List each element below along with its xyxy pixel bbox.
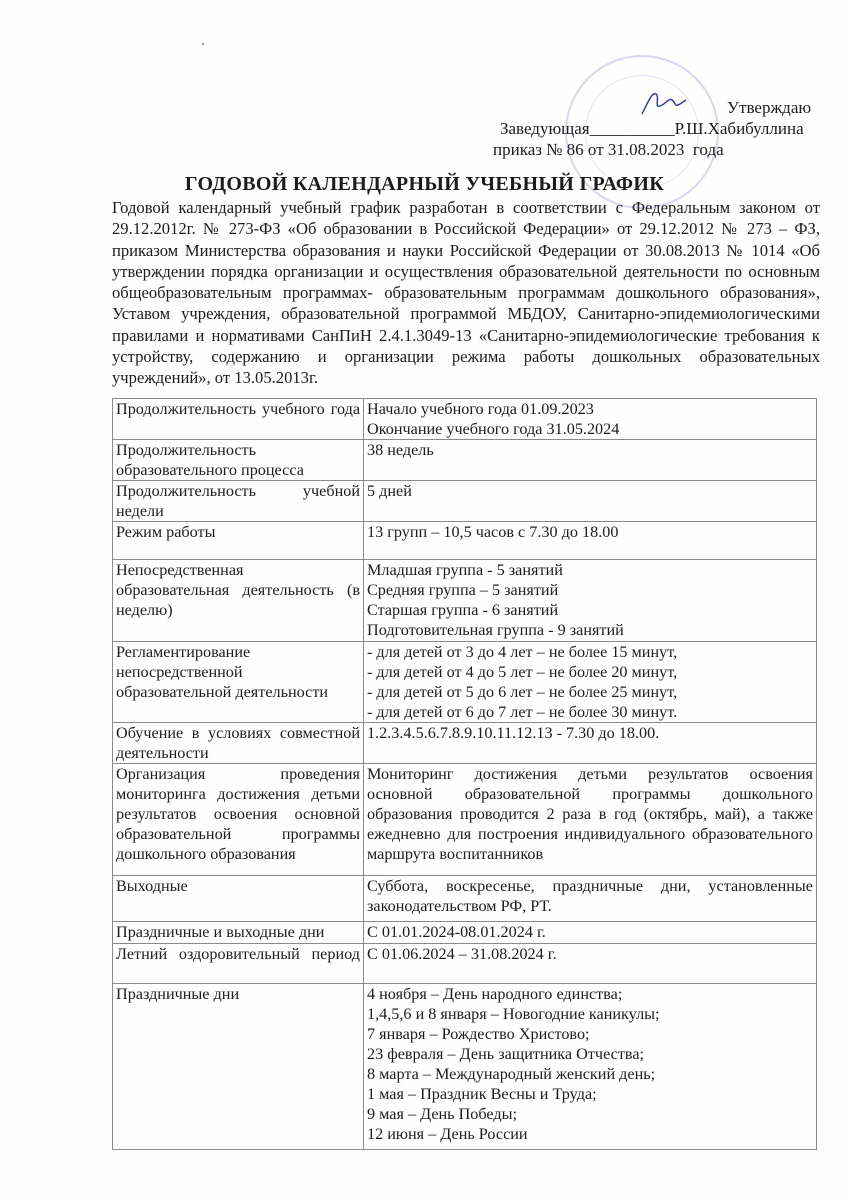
value-line: С 01.01.2024-08.01.2024 г. xyxy=(367,923,546,941)
value-line: Суббота, воскресенье, праздничные дни, установленные законодательством РФ, РТ. xyxy=(367,877,813,915)
value-line: Окончание учебного года 31.05.2024 xyxy=(367,420,620,438)
value-line: 1,4,5,6 и 8 января – Новогодние каникулы; xyxy=(367,1005,660,1023)
row-value xyxy=(364,560,817,642)
table-row xyxy=(113,481,817,522)
row-label: Продолжительность учебной недели xyxy=(113,481,364,522)
value-line: Подготовительная группа - 9 занятий xyxy=(367,621,624,639)
value-line: Мониторинг достижения детьми результатов освоения основной образовательной программы дошкольного образования проводится 2 раза в год (октябрь, май), а также ежедневно для построения индивидуального образовательного маршрута воспитанников xyxy=(367,765,813,863)
row-value xyxy=(364,642,817,723)
approve-label: Утверждаю xyxy=(727,98,812,117)
row-label: Организация проведения мониторинга достижения детьми результатов освоения основной образовательной программы дошкольного образования xyxy=(113,764,364,876)
value-line: 9 мая – День Победы; xyxy=(367,1105,517,1123)
table-row xyxy=(113,522,817,560)
row-label: Обучение в условиях совместной деятельности xyxy=(113,723,364,764)
table-row xyxy=(113,944,817,984)
row-value xyxy=(364,764,817,876)
value-line: 1.2.3.4.5.6.7.8.9.10.11.12.13 - 7.30 до 18.00. xyxy=(367,724,660,742)
document-title: ГОДОВОЙ КАЛЕНДАРНЫЙ УЧЕБНЫЙ ГРАФИК xyxy=(184,173,665,195)
row-value xyxy=(364,522,817,560)
table-row xyxy=(113,876,817,922)
signature-icon xyxy=(638,88,688,116)
value-line: - для детей от 3 до 4 лет – не более 15 минут, xyxy=(367,643,678,661)
row-value xyxy=(364,399,817,440)
table-row xyxy=(113,440,817,481)
row-value xyxy=(364,984,817,1150)
row-value xyxy=(364,876,817,922)
row-label: Продолжительность образовательного процесса xyxy=(113,440,364,481)
row-label: Продолжительность учебного года xyxy=(113,399,364,440)
value-line: С 01.06.2024 – 31.08.2024 г. xyxy=(367,945,557,963)
value-line: - для детей от 5 до 6 лет – не более 25 минут, xyxy=(367,683,678,701)
row-value xyxy=(364,481,817,522)
value-line: - для детей от 4 до 5 лет – не более 20 минут, xyxy=(367,663,678,681)
value-line: 23 февраля – День защитника Отчества; xyxy=(367,1045,645,1063)
value-line: 8 марта – Международный женский день; xyxy=(367,1065,656,1083)
row-label: Выходные xyxy=(113,876,364,922)
scan-speck xyxy=(202,43,204,45)
row-value xyxy=(364,922,817,944)
value-line: 7 января – Рождество Христово; xyxy=(367,1025,590,1043)
schedule-table xyxy=(112,398,817,1150)
row-label: Непосредственная образовательная деятельность (в неделю) xyxy=(113,560,364,642)
value-line: Средняя группа – 5 занятий xyxy=(367,581,559,599)
table-row xyxy=(113,764,817,876)
table-row xyxy=(113,399,817,440)
value-line: 13 групп – 10,5 часов с 7.30 до 18.00 xyxy=(367,523,619,541)
value-line: 4 ноября – День народного единства; xyxy=(367,985,623,1003)
row-label: Регламентирование непосредственной образовательной деятельности xyxy=(113,642,364,723)
value-line: - для детей от 6 до 7 лет – не более 30 минут. xyxy=(367,703,678,721)
head-signature-line: Заведующая__________Р.Ш.Хабибуллина xyxy=(500,119,804,138)
order-reference: приказ № 86 от 31.08.2023 года xyxy=(493,140,724,159)
value-line: 5 дней xyxy=(367,482,412,500)
value-line: Старшая группа - 6 занятий xyxy=(367,601,559,619)
table-row xyxy=(113,922,817,944)
table-row xyxy=(113,984,817,1150)
row-label: Праздничные дни xyxy=(113,984,364,1150)
row-value xyxy=(364,723,817,764)
table-row xyxy=(113,723,817,764)
value-line: 38 недель xyxy=(367,441,434,459)
intro-paragraph: Годовой календарный учебный график разработан в соответствии с Федеральным законом от 29.12.2012г. № 273-ФЗ «Об образовании в Российской Федерации» от 29.12.2012 № 273 – ФЗ, приказом Министерства образования и науки Российской Федерации от 30.08.2013 № 1014 «Об утверждении порядка организации и осуществления образовательной деятельности по основным общеобразовательным программах- образовательным программам дошкольного образования», Уставом учреждения, образовательной программой МБДОУ, Санитарно-эпидемиологическими правилами и нормативами СанПиН 2.4.1.3049-13 «Санитарно-эпидемиологические требования к устройству, содержанию и организации режима работы дошкольных образовательных учреждений», от 13.05.2013г. xyxy=(112,198,820,388)
row-value xyxy=(364,440,817,481)
row-label: Режим работы xyxy=(113,522,364,560)
value-line: Начало учебного года 01.09.2023 xyxy=(367,400,594,418)
row-label: Летний оздоровительный период xyxy=(113,944,364,984)
table-row xyxy=(113,642,817,723)
row-value xyxy=(364,944,817,984)
value-line: Младшая группа - 5 занятий xyxy=(367,561,563,579)
row-label: Праздничные и выходные дни xyxy=(113,922,364,944)
value-line: 12 июня – День России xyxy=(367,1125,528,1143)
table-row xyxy=(113,560,817,642)
value-line: 1 мая – Праздник Весны и Труда; xyxy=(367,1085,597,1103)
